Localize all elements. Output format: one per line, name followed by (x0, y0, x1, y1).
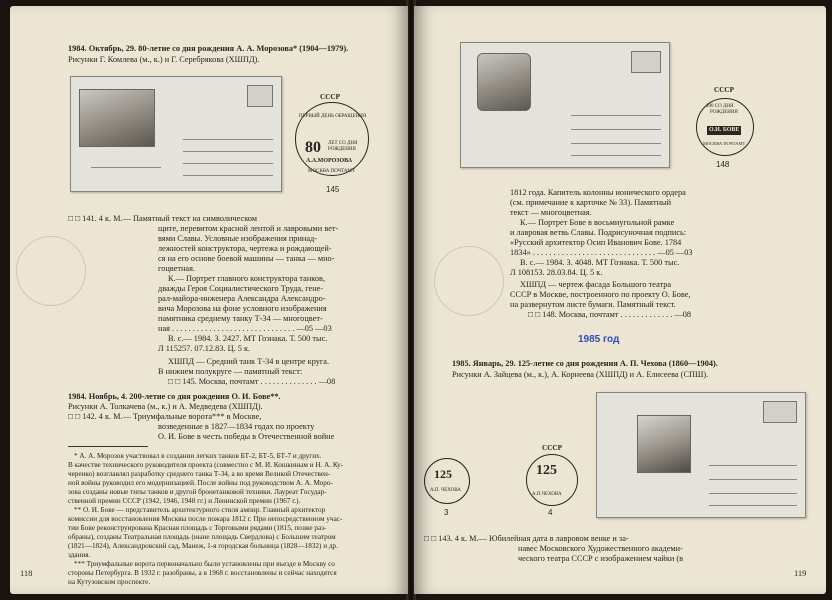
footnote-line: стороны Петербурга. В 1932 г. разобраны, а в 1968 г. восстановлены и сейчас находятся (68, 569, 337, 577)
postmark-148-city: МОСКВА ПОЧТАМТ (703, 141, 746, 146)
entry-141-line: рал-майора-инженера Александра Александро- (158, 294, 326, 303)
footnote-line: ** О. И. Бове — представитель архитектурного стиля ампир. Главный архитектор (74, 506, 326, 514)
postmark-4-name: А.П.ЧЕХОВА (532, 492, 562, 497)
postmark-145-city: МОСКВА ПОЧТАМТ (308, 169, 355, 174)
entry-142-line: Л 108153. 28.03.84. Ц. 5 к. (510, 268, 603, 277)
entry-1-authors: Рисунки Г. Комлева (м., к.) и Г. Серебрякова (ХШПД). (68, 55, 260, 64)
entry-141-line: вями Славы. Условные изображения принад- (158, 234, 318, 243)
left-page (10, 6, 408, 594)
footnote-line: *** Триумфальные ворота первоначально были установлены при въезде в Москву со (74, 560, 335, 568)
bove-portrait-image (477, 53, 531, 111)
postmark-3-number: 125 (434, 467, 452, 481)
year-heading: 1985 год (578, 334, 620, 345)
envelope-stamp-image (763, 401, 797, 423)
footnote-rule (68, 446, 148, 447)
footnote-line: (1821—1824), Александровский сад, Манеж, 1-я городская больница (1828—1832) и др. (68, 542, 338, 550)
footnote-line: здания. (68, 551, 91, 559)
entry-141-line: Л 115257. 07.12.83. Ц. 5 к. (158, 344, 251, 353)
entry-142-line: текст — многоцветная. (510, 208, 592, 217)
entry-141-line: дважды Героя Социалистического Труда, гене- (158, 284, 324, 293)
entry-142-line: «Русский архитектор Осип Иванович Бове. 1784 (510, 238, 682, 247)
envelope-141-image (70, 76, 282, 192)
postmark-3-name: А.П. ЧЕХОВА (430, 488, 461, 493)
postmark-145-l2: РОЖДЕНИЯ (328, 147, 356, 152)
footnote-line: В качестве технического руководителя проекта (совместно с М. И. Кошкиным и Н. А. Ку- (68, 461, 344, 469)
entry-143-line: ческого театра СССР с изображением чайки (в (518, 554, 684, 563)
entry-142-line: ХШПД — чертеж фасада Большого театра (520, 280, 672, 289)
postmark-148-top: СССР (714, 86, 734, 94)
postmark-145-name: А.А.МОРОЗОВА (306, 158, 353, 164)
entry-141-line: □ □ 141. 4 к. М.— Памятный текст на символическом (68, 214, 258, 223)
entry-142-line: К.— Портрет Бове в восьмиугольной рамке (520, 218, 675, 227)
entry-141-line: ная . . . . . . . . . . . . . . . . . . . . . . . . . . . . . . —05 —03 (158, 324, 332, 333)
entry-145-line: □ □ 145. Москва, почтамт . . . . . . . . . . . . . . —08 (168, 377, 336, 386)
entry-148-line: □ □ 148. Москва, почтамт . . . . . . . . . . . . . —08 (528, 310, 692, 319)
footnote-line: комиссии для восстановления Москвы после пожара 1812 г. При непосредственном учас- (68, 515, 343, 523)
entry-142-line: В. с.— 1984. З. 4048. МТ Гознака. Т. 500 тыс. (520, 258, 680, 267)
morozov-portrait-image (79, 89, 155, 147)
entry-141-line: В нижнем полукруге — памятный текст: (158, 367, 303, 376)
entry-143-line: □ □ 143. 4 к. М.— Юбилейная дата в лавровом венке и за- (424, 534, 629, 543)
footnote-line: ной войны руководил его модернизацией. После войны под руководством А. А. Моро- (68, 479, 333, 487)
envelope-stamp-image (247, 85, 273, 107)
entry-142-line: на развернутом листе бумаги. Памятный текст. (510, 300, 676, 309)
entry-141-line: памятника среднему танку Т-34 — многоцвет- (158, 314, 323, 323)
footnote-line: черенко) возглавлял разработку среднего танка Т-34, а во время Великой Отечествен- (68, 470, 331, 478)
footnote-line: тии Бове реконструирована Красная площадь с Торговыми рядами (1815, позже раз- (68, 524, 327, 532)
postmark-148-l2: РОЖДЕНИЯ (710, 110, 738, 115)
footnote-line: ственной премии СССР (1942, 1946, 1948 гг.) и Ленинской премии (1967 г.). (68, 497, 301, 505)
entry-142-line: (см. примечание к карточке № 33). Памятный (510, 198, 672, 207)
entry-141-line: В. с.— 1984. З. 2427. МТ Гознака. Т. 500 тыс. (168, 334, 328, 343)
footnote-line: на Кутузовском проспекте. (68, 578, 151, 586)
right-page (414, 6, 826, 594)
envelope-142-image (460, 42, 670, 168)
entry-142-line: О. И. Бове в честь победы в Отечественной войне (158, 432, 335, 441)
postmark-145-number: 80 (305, 139, 321, 156)
entry-142-line: □ □ 142. 4 к. М.— Триумфальные ворота*** в Москве, (68, 412, 262, 421)
entry-141-line: ся на его основе боевой машины — танка — мно- (158, 254, 335, 263)
postmark-3 (424, 458, 470, 504)
entry-2-authors: Рисунки А. Толкачева (м., к.) и А. Медведева (ХШПД). (68, 402, 263, 411)
entry-141-line: гоцветная. (158, 264, 195, 273)
entry-142-line: и лавровая ветвь Славы. Подрисуночная подпись: (510, 228, 687, 237)
postmark-145-ring: ПЕРВЫЙ ДЕНЬ ОБРАЩЕНИЯ (299, 114, 367, 119)
entry-143-line: навес Московского Художественного академи- (518, 544, 683, 553)
figure-145-number: 145 (326, 185, 340, 194)
entry-142-line: 1834» . . . . . . . . . . . . . . . . . . . . . . . . . . . . . . —05 —03 (510, 248, 693, 257)
entry-142-line: возведенные в 1827—1834 годах по проекту (158, 422, 315, 431)
entry-3-heading: 1985. Январь, 29. 125-летие со дня рождения А. П. Чехова (1860—1904). (452, 359, 718, 368)
page-number-right: 119 (794, 568, 807, 578)
footnote-line: зова созданы новые типы танков и другой бронетанковой техники. Лауреат Государ- (68, 488, 327, 496)
figure-3-number: 3 (444, 508, 449, 517)
postmark-148-name: О.И. БОВЕ (709, 127, 740, 133)
postmark-4-number: 125 (536, 463, 557, 478)
entry-1-heading: 1984. Октябрь, 29. 80-летие со дня рождения А. А. Морозова* (1904—1979). (68, 44, 349, 53)
entry-141-line: ХШПД — Средний танк Т-34 в центре круга. (168, 357, 330, 366)
postmark-145-l1: ЛЕТ СО ДНЯ (328, 141, 358, 146)
entry-141-line: К.— Портрет главного конструктора танков, (168, 274, 326, 283)
chekhov-portrait-image (637, 415, 691, 473)
envelope-143-image (596, 392, 806, 518)
page-number-left: 118 (20, 568, 33, 578)
entry-142-line: СССР в Москве, построенного по проекту О. Бове, (510, 290, 691, 299)
entry-2-heading: 1984. Ноябрь, 4. 200-летие со дня рождения О. И. Бове**. (68, 392, 281, 401)
footnote-line: * А. А. Морозов участвовал в создании легких танков БТ-2, БТ-5, БТ-7 и других. (74, 452, 322, 460)
figure-4-number: 4 (548, 508, 553, 517)
entry-3-authors: Рисунки А. Зайцева (м., к.), А. Корнеева (ХШПД) и А. Елисеева (СПШ). (452, 370, 709, 379)
envelope-stamp-image (631, 51, 661, 73)
entry-141-line: щите, перевитом красной лентой и лавровыми вет- (158, 224, 339, 233)
postmark-148-l1: 200 СО ДНЯ (706, 104, 734, 109)
figure-148-number: 148 (716, 160, 730, 169)
footnote-line: обраны), созданы Театральная площадь (ныне площадь Свердлова) с Большим театром (68, 533, 336, 541)
entry-141-line: вича Морозова на фоне условного изображения (158, 304, 327, 313)
postmark-145-top: СССР (320, 93, 340, 101)
entry-142-line: 1812 года. Капитель колонны ионического ордера (510, 188, 686, 197)
postmark-4-top: СССР (542, 444, 562, 452)
entry-141-line: лежностей конструктора, чертежа и рождающей- (158, 244, 332, 253)
